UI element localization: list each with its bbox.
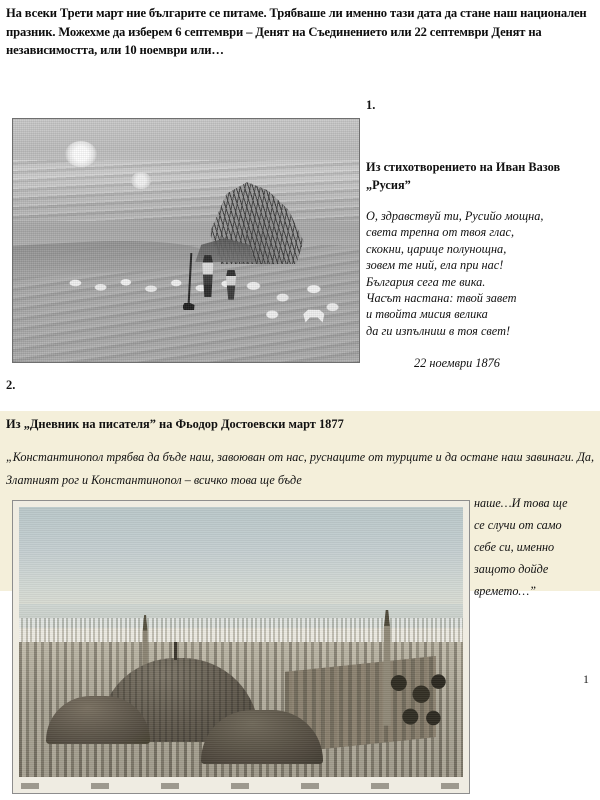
sheep-flock-right: [241, 270, 345, 323]
poem-line: да ги изпълниш в тоя свет!: [366, 323, 511, 338]
cypress-trees: [386, 669, 450, 739]
pastoral-engraving-image: [12, 118, 360, 363]
lithograph-caption-line: [21, 783, 461, 789]
constantinople-lithograph-image: [12, 500, 470, 794]
poem-line: България сега те вика.: [366, 274, 486, 289]
sheep-flock-left: [61, 265, 241, 301]
sun-icon: [65, 141, 97, 167]
poem-date: 22 ноември 1876: [414, 356, 500, 370]
quote-tail-line: защото дойде: [474, 562, 549, 576]
section-marker-one: 1.: [366, 98, 376, 112]
quote-tail-line: времето…”: [474, 584, 537, 598]
poem-line: зовем те ний, ела при нас!: [366, 258, 504, 273]
section-marker-two: 2.: [6, 378, 16, 392]
poem-line: света трепна от твоя глас,: [366, 225, 515, 240]
quote-tail: [474, 492, 594, 602]
poem-line: и твойта мисия велика: [366, 307, 488, 322]
quote-main-text: „Константинопол трябва да бъде наш, завоюван от нас, руснаците от турците и да остане наш завинаги. Да, Златният рог и Константинопол – всичко това ще бъде: [6, 450, 594, 487]
quote-tail-line: се случи от само: [474, 518, 562, 532]
quote-heading: Из „Дневник на писателя” на Фьодор Достоевски март 1877: [6, 417, 344, 431]
lithograph-plate: [19, 507, 463, 777]
poem-title: Из стихотворението на Иван Вазов „Русия”: [366, 160, 561, 192]
poem-line: Часът настана: твой завет: [366, 291, 517, 306]
poem-line: скокни, царице полунощна,: [366, 241, 507, 256]
poem-line: О, здравствуй ти, Русийо мощна,: [366, 209, 544, 223]
page-number: 1: [583, 672, 589, 686]
page-title: На всеки Трети март ние българите се питаме. Трябваше ли именно тази дата да стане наш национален празник. Можехме да изберем 6 септември – Денят на Съединението или 22 септември Денят на независимостта, или 10 ноември или…: [6, 6, 587, 58]
poem-body: [366, 208, 594, 339]
quote-tail-line: себе си, именно: [474, 540, 555, 554]
engraving-sky: [13, 119, 359, 255]
quote-tail-line: наше…И това ще: [474, 496, 568, 510]
